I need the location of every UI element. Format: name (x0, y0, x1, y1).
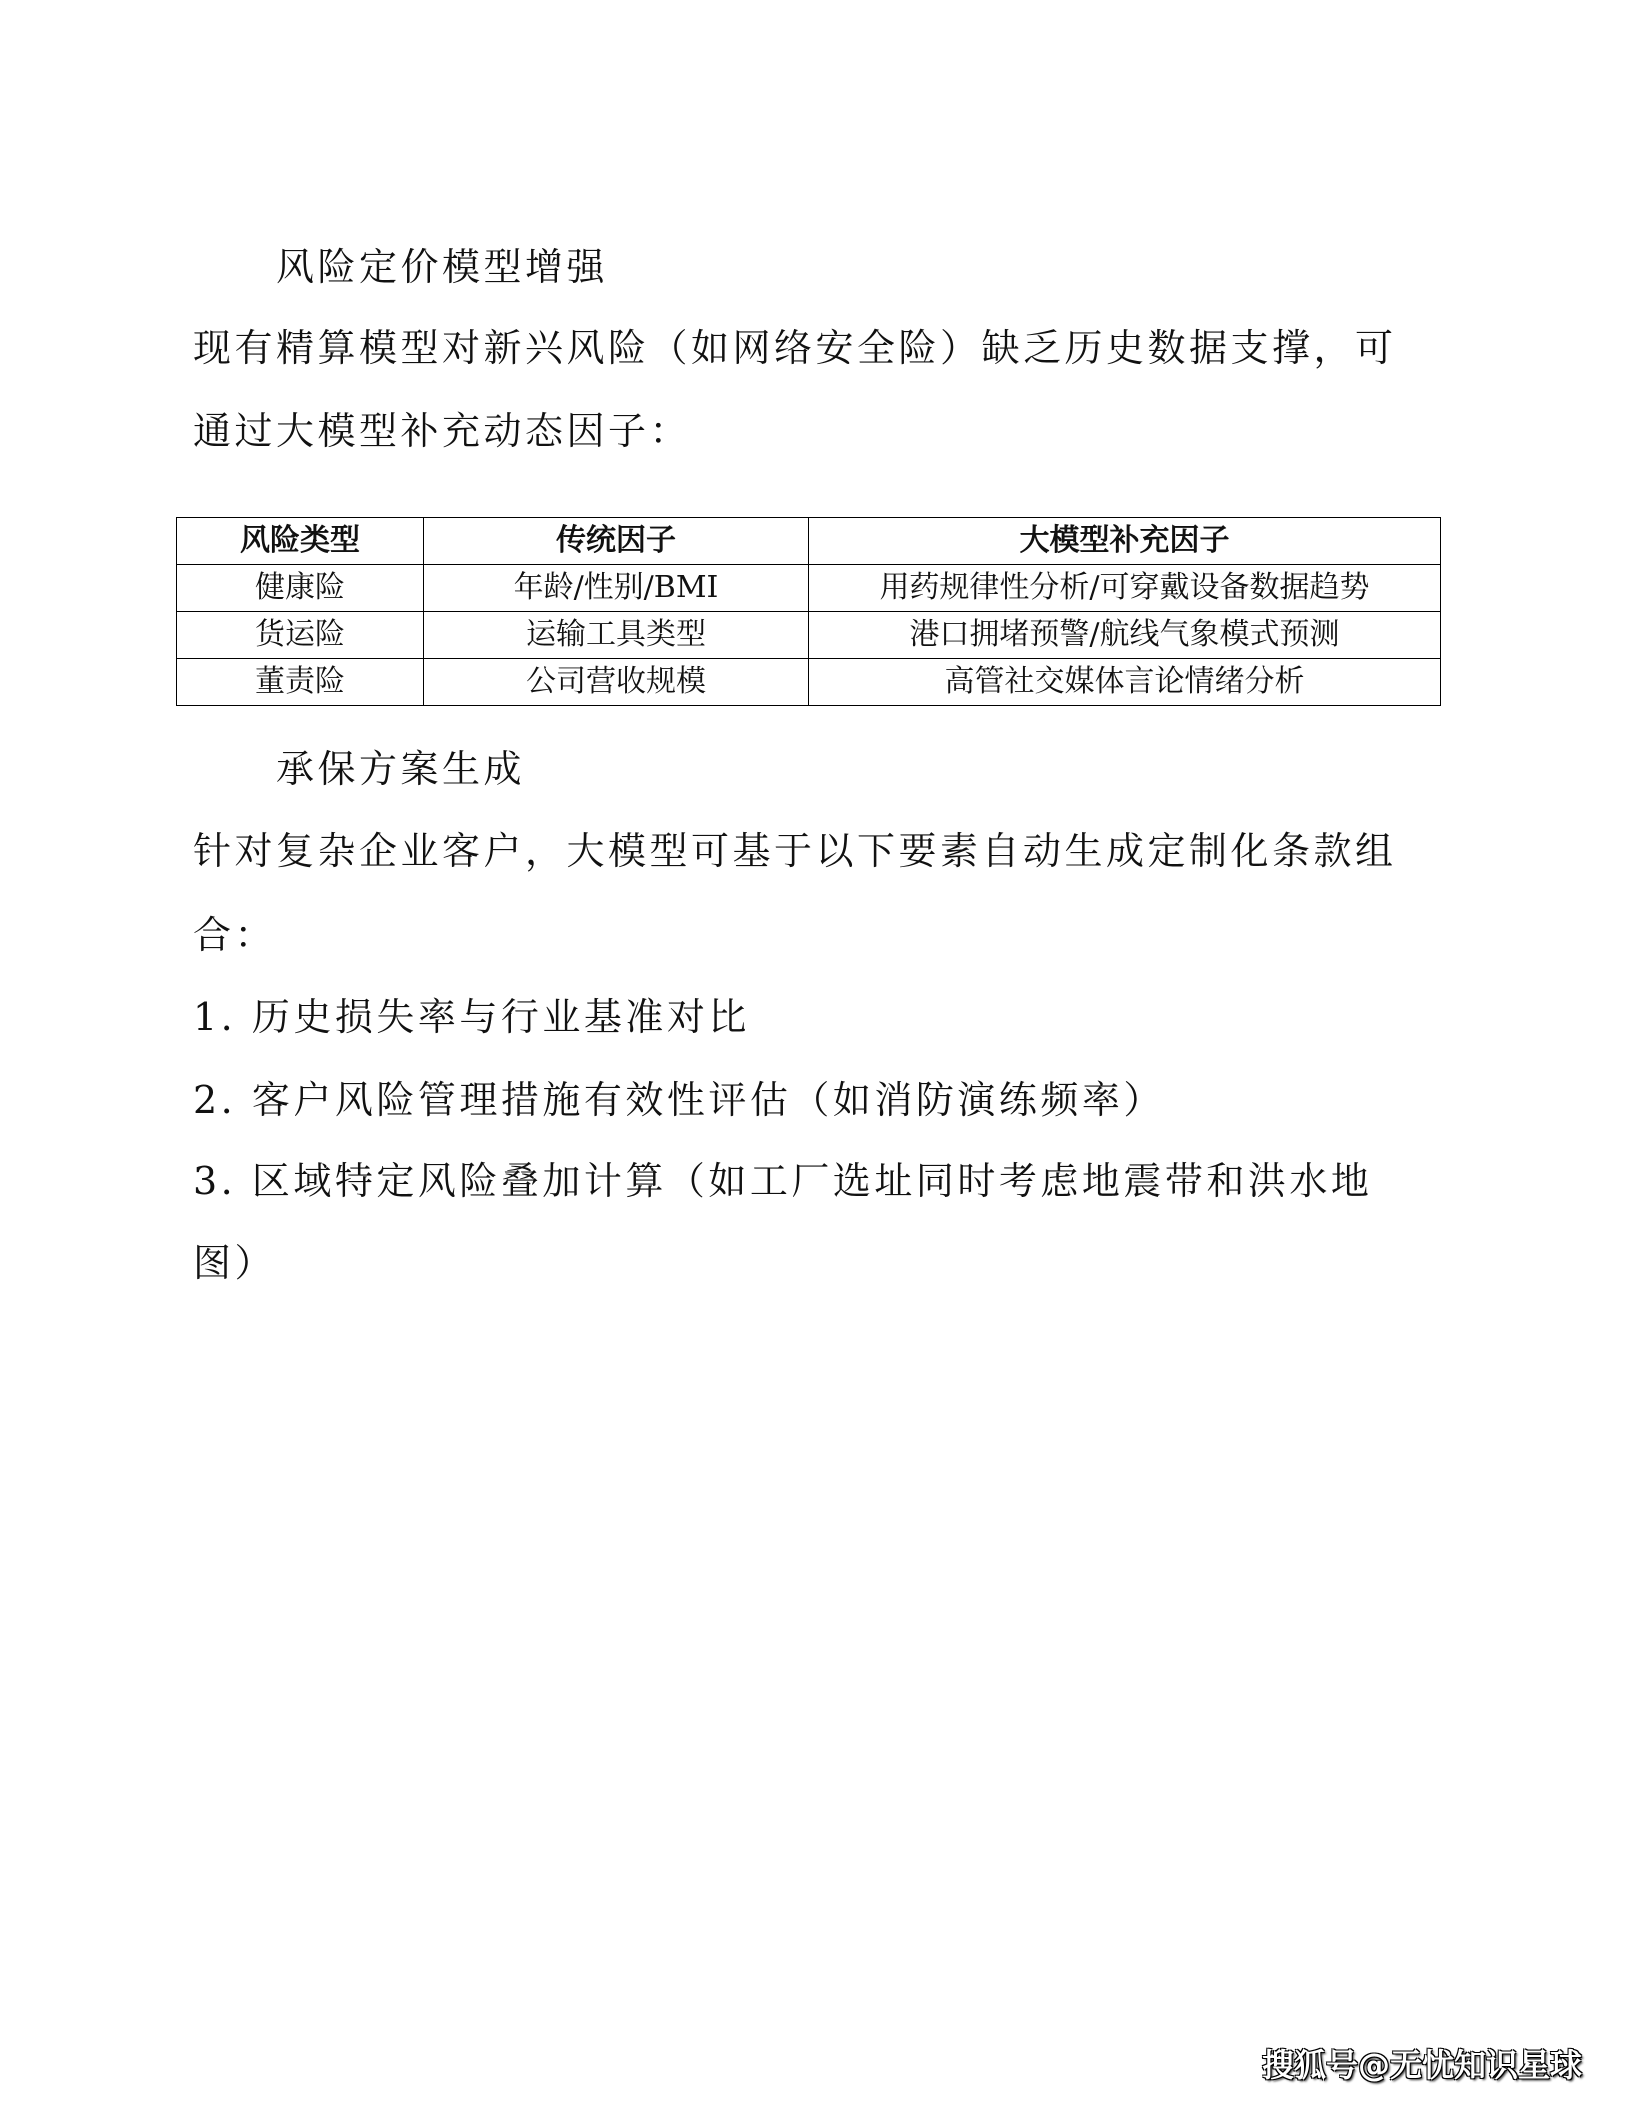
column-header-traditional-factors: 传统因子 (424, 518, 809, 565)
list-item: 3. 区域特定风险叠加计算（如工厂选址同时考虑地震带和洪水地 (193, 1159, 1373, 1203)
risk-factor-table (176, 517, 1441, 706)
table-cell: 港口拥堵预警/航线气象模式预测 (809, 612, 1441, 659)
table-cell: 健康险 (177, 565, 424, 612)
table-cell: 运输工具类型 (424, 612, 809, 659)
column-header-risk-type: 风险类型 (177, 518, 424, 565)
section-pricing-heading: 风险定价模型增强 (276, 245, 609, 289)
list-item: 1. 历史损失率与行业基准对比 (193, 995, 750, 1039)
section-underwriting-paragraph-line-1: 针对复杂企业客户，大模型可基于以下要素自动生成定制化条款组 (193, 829, 1397, 873)
table-cell: 公司营收规模 (424, 659, 809, 706)
table-row (177, 659, 1441, 706)
list-item-continuation: 图） (193, 1241, 277, 1285)
list-item: 2. 客户风险管理措施有效性评估（如消防演练频率） (193, 1078, 1165, 1122)
table-cell: 高管社交媒体言论情绪分析 (809, 659, 1441, 706)
section-pricing-paragraph-line-2: 通过大模型补充动态因子： (193, 409, 692, 453)
table-cell: 货运险 (177, 612, 424, 659)
watermark: 搜狐号@无忧知识星球 (1262, 2046, 1583, 2084)
section-pricing-paragraph-line-1: 现有精算模型对新兴风险（如网络安全险）缺乏历史数据支撑，可 (193, 326, 1397, 370)
table-row (177, 612, 1441, 659)
table-cell: 年龄/性别/BMI (424, 565, 809, 612)
column-header-llm-factors: 大模型补充因子 (809, 518, 1441, 565)
table-cell: 董责险 (177, 659, 424, 706)
table-header-row (177, 518, 1441, 565)
table-row (177, 565, 1441, 612)
table-cell: 用药规律性分析/可穿戴设备数据趋势 (809, 565, 1441, 612)
section-underwriting-heading: 承保方案生成 (276, 747, 526, 791)
section-underwriting-paragraph-line-2: 合： (193, 913, 277, 957)
